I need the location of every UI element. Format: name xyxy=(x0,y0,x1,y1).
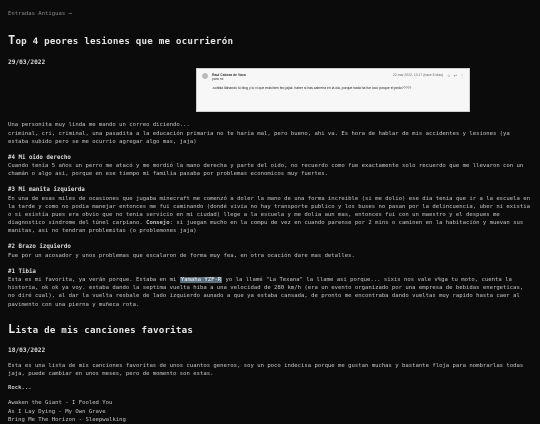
title-rest: op 4 peores lesiones que me ocurrierón xyxy=(15,36,234,48)
email-actions xyxy=(447,73,464,78)
email-time: 22 mar 2022, 10:17 (hace 8 días) xyxy=(392,73,444,77)
email-body: -sohbia llahando tu blog y lo vi que esta bien feo jajak. haber si has cabreira en la ola, porque nada ha fue loco porque el pedo????? xyxy=(212,85,412,90)
item-heading-brazo: #2 Brazo izquierdo xyxy=(8,244,71,251)
avatar xyxy=(202,73,208,79)
item-heading-oido: #4 Mi oido derecho xyxy=(8,154,71,161)
list-item: As I Lay Dying - My Own Grave xyxy=(8,408,106,415)
item-text-manita-part1: En una de esas miles de ocasiones que jugaba minecraft me comenzó a doler la mano de una forma increible (si me dolio) ese dia tenia que ir a la escuela en la tarde y como no podia manejar entonces me fui caminando (dondé vivia no hay transporte publico y los buses no pasan por la delincuencia, uber ni existia o si existía pues era obvio que no tenia servicio en mi ciudad) llege a la escuela y me dolia aun mas, entonces fui con un maestro y el despues me diagnostico sindrome del túnel carpiano. xyxy=(8,195,530,227)
consejo-label: Consejo xyxy=(146,220,170,227)
email-header xyxy=(197,69,469,82)
song-list xyxy=(8,399,530,423)
post-date: 29/03/2022 xyxy=(8,58,46,66)
title-rest: ista de mis canciones favoritas xyxy=(15,324,194,336)
item-text-brazo: Fue por un acosador y unos problemas que escalaron de forma muy fea, en otra ocación dare mas detalles. xyxy=(8,252,355,259)
post-title[interactable] xyxy=(8,32,530,49)
email-sender-block xyxy=(212,73,393,82)
post-intro: Una personita muy linda me mando un correo diciendo... criminal, cri, criminal, una pasadita a la educación primaria no te haría mal, pero bueno, ahi va. Es hora de hablar de mis accidentes y lesiones (ya estaba subido pero se me ocurrio agregar algo mas, jaja) xyxy=(8,122,510,145)
post-intro: Esta es una lista de mis canciones favoritas de unos cuantos generos, soy un poco indecisa porque me gustan muchas y bastante floja para nombrarlas todas jaja, puede cambiar en unos meses, pero de momento son estas. xyxy=(8,363,524,378)
item-heading-tibia: #1 Tibia xyxy=(8,268,36,275)
highlighted-text-motorcycle: Yamaha YZF-R xyxy=(180,277,222,284)
older-posts-link[interactable]: Entradas Antiguas → xyxy=(8,11,72,17)
post-title[interactable] xyxy=(8,321,530,338)
section-label-rock: Rock... xyxy=(8,385,32,392)
email-sender: Raul Cabeza de Vaca xyxy=(212,73,246,77)
reply-icon: ↩ xyxy=(453,73,457,78)
title-initial: L xyxy=(8,321,16,336)
star-icon: ☆ xyxy=(447,73,451,78)
item-text-tibia-part2: yo la llamé "La Texana" la llame asi porque... sixis nos vale v%ga tu moto, cuenta la historia, ok ok ya voy. estaba dando la septima vuelta hiba a una velocidad de 280 km/h (era un evento organizado por una empresa de bebidas energeticas, no diré cual), al dar la vuelta resbale de lado izquierdo aunado a que ya estaba cansada, de pronto me encontraba dando vueltas muy rapido hasta caer al pavimento con una pierna y muñeca rota. xyxy=(8,277,524,308)
list-item: Awaken the Giant - I Fooled You xyxy=(8,400,113,407)
item-text-tibia-part1: Esta es mi favorita, ya verán porque. Estaba en mi xyxy=(8,277,180,284)
item-text-manita xyxy=(8,195,530,236)
item-heading-manita: #3 Mi manita izquierda xyxy=(8,187,85,194)
post-date: 18/03/2022 xyxy=(8,347,46,355)
email-screenshot xyxy=(196,68,470,112)
item-text-tibia xyxy=(8,276,530,308)
content-column xyxy=(8,0,530,424)
title-initial: T xyxy=(8,33,16,48)
more-icon: ⋮ xyxy=(460,73,464,78)
email-recipient: para mí xyxy=(212,77,224,82)
list-item: Bring Me The Horizon - Sleepwalking xyxy=(8,416,126,423)
item-text-manita-part2: : si juegan mucho en la compu de vez en cuando parense por 2 mins o caminen en la habitación y muevan sus manitas, asi no tendran problemitas (o problemones jaja) xyxy=(8,220,524,235)
item-text-oido: Cuando tenía 5 años un perro me atacó y me mordió la mano derecha y parte del oido, no recuerdo como fue exactamente solo recuerdo que me llevaron con un chamán o algo asi, porque en ese tiempo mi familia pasaba por problemas economicos muy fuertes. xyxy=(8,163,524,178)
post-canciones-favoritas xyxy=(8,321,530,424)
